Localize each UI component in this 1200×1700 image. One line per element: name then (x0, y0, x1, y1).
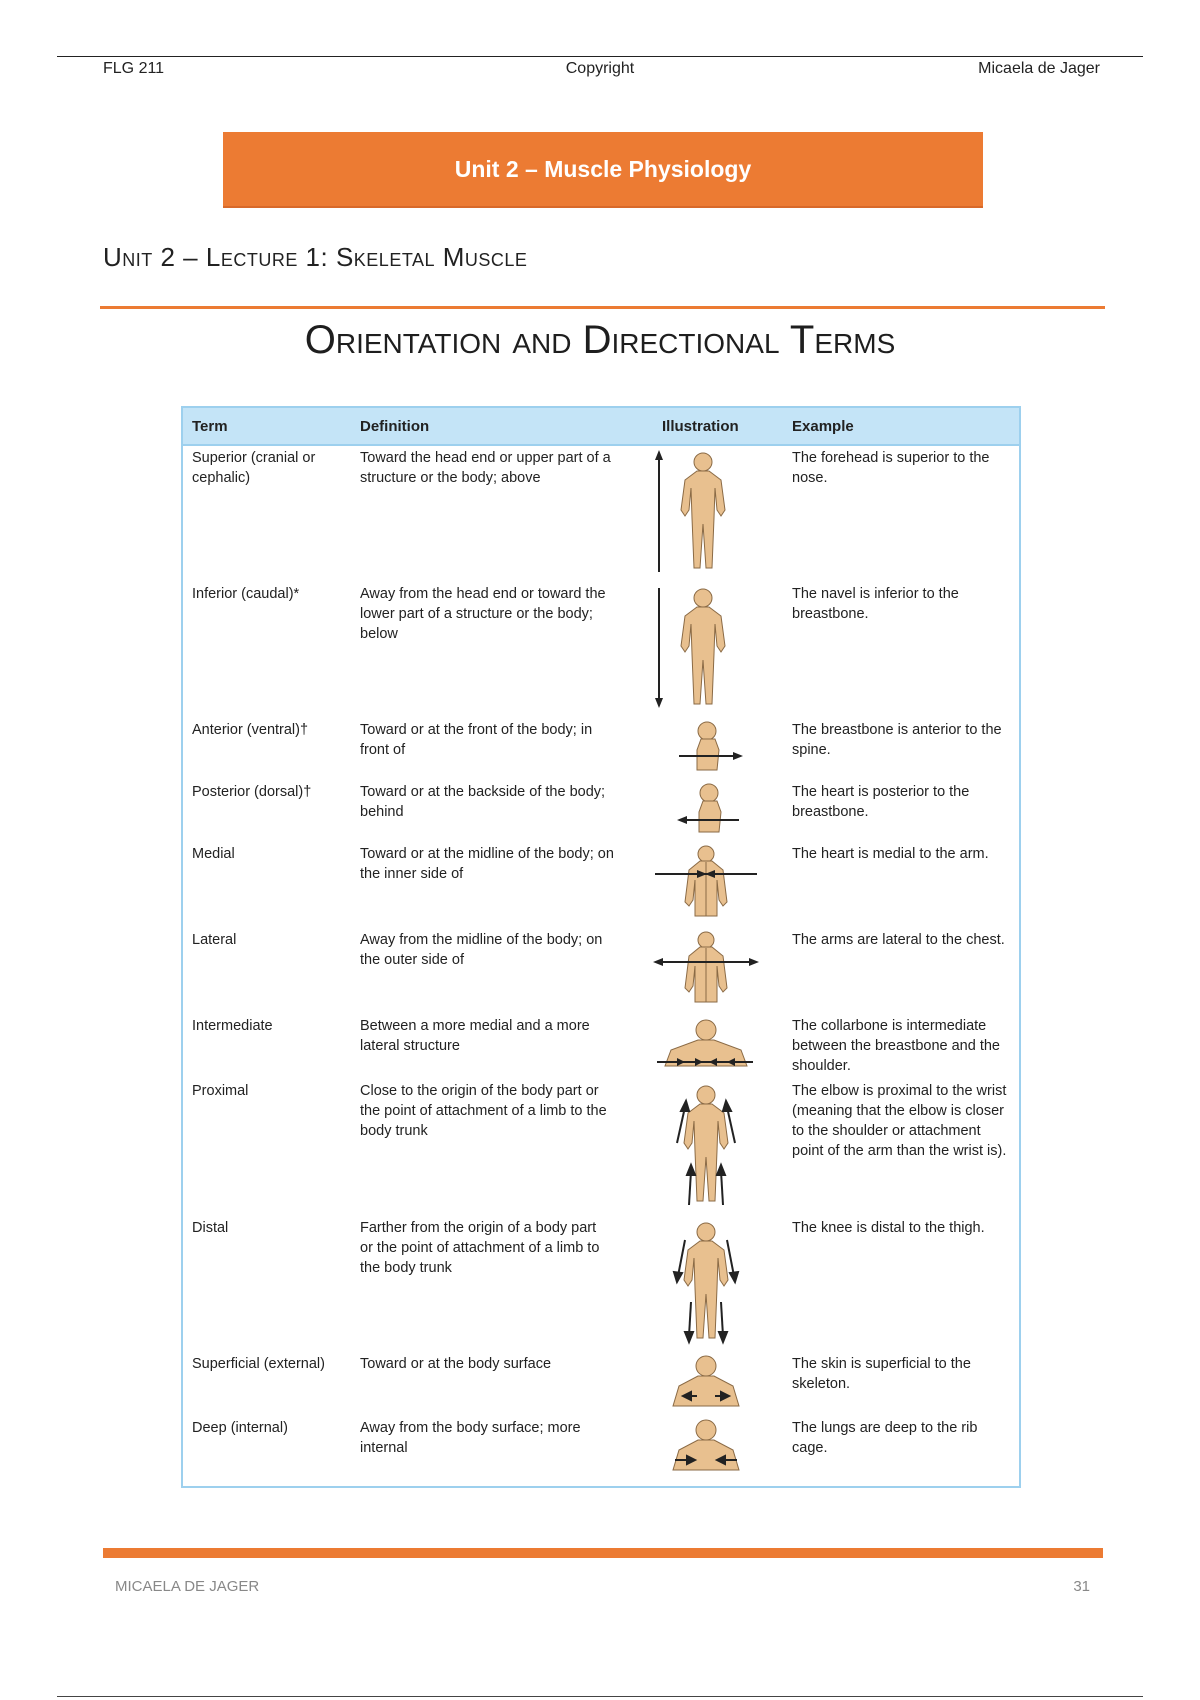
definition-cell: Toward or at the backside of the body; behind (360, 784, 606, 820)
definition-cell: Farther from the origin of a body part or the point of attachment of a limb to the body trunk (360, 1220, 600, 1276)
term-cell: Posterior (dorsal)† (192, 784, 312, 800)
lecture-title: Unit 2 – Lecture 1: Skeletal Muscle (103, 242, 528, 272)
term-cell: Anterior (ventral)† (192, 722, 309, 738)
unit-banner (223, 132, 983, 208)
example-cell: The elbow is proximal to the wrist (meaning that the elbow is closer to the shoulder or attachment point of the arm than the wrist is). (792, 1083, 1007, 1159)
medial-illustration-icon (651, 844, 761, 920)
header-author: Micaela de Jager (978, 60, 1100, 77)
column-header-example: Example (792, 418, 854, 435)
term-cell: Medial (192, 846, 235, 862)
example-cell: The heart is posterior to the breastbone. (792, 784, 970, 820)
example-cell: The navel is inferior to the breastbone. (792, 586, 959, 622)
definition-cell: Toward or at the front of the body; in front of (360, 722, 593, 758)
posterior-illustration-icon (661, 782, 761, 836)
example-cell: The lungs are deep to the rib cage. (792, 1420, 978, 1456)
header-course: FLG 211 (103, 60, 165, 77)
inferior-illustration-icon (651, 584, 771, 712)
definition-cell: Close to the origin of the body part or the point of attachment of a limb to the body trunk (360, 1083, 607, 1139)
superior-illustration-icon (651, 448, 771, 576)
definition-cell: Toward or at the body surface (360, 1356, 552, 1372)
example-cell: The forehead is superior to the nose. (792, 450, 990, 486)
term-cell: Proximal (192, 1083, 249, 1099)
definition-cell: Away from the midline of the body; on the outer side of (360, 932, 603, 968)
example-cell: The skin is superficial to the skeleton. (792, 1356, 971, 1392)
column-header-term: Term (192, 418, 228, 435)
section-rule (100, 306, 1105, 309)
deep-illustration-icon (661, 1418, 751, 1474)
term-cell: Inferior (caudal)* (192, 586, 300, 602)
term-cell: Lateral (192, 932, 237, 948)
header-center: Copyright (565, 60, 635, 77)
term-cell: Intermediate (192, 1018, 273, 1034)
proximal-illustration-icon (661, 1081, 751, 1209)
unit-banner-text: Unit 2 – Muscle Physiology (454, 155, 752, 182)
superficial-illustration-icon (661, 1354, 751, 1410)
term-cell: Superior (cranial or cephalic) (192, 450, 316, 486)
distal-illustration-icon (661, 1218, 751, 1346)
example-cell: The collarbone is intermediate between the breastbone and the shoulder. (792, 1018, 1000, 1074)
page-title: Orientation and Directional Terms (304, 318, 896, 362)
term-cell: Superficial (external) (192, 1356, 325, 1372)
intermediate-illustration-icon (651, 1016, 761, 1076)
example-cell: The breastbone is anterior to the spine. (792, 722, 1002, 758)
example-cell: The heart is medial to the arm. (792, 846, 989, 862)
definition-cell: Between a more medial and a more lateral structure (360, 1018, 590, 1054)
definition-cell: Away from the body surface; more internal (360, 1420, 581, 1456)
footer-author: MICAELA DE JAGER (115, 1578, 260, 1595)
column-header-illustration: Illustration (662, 418, 739, 435)
term-cell: Distal (192, 1220, 229, 1236)
example-cell: The knee is distal to the thigh. (792, 1220, 985, 1236)
header-rule (57, 56, 1143, 57)
table-header (183, 408, 1019, 446)
example-cell: The arms are lateral to the chest. (792, 932, 1005, 948)
bottom-rule (57, 1696, 1143, 1697)
definition-cell: Toward or at the midline of the body; on the inner side of (360, 846, 614, 882)
column-header-definition: Definition (360, 418, 430, 435)
directional-terms-table (181, 406, 1021, 1488)
term-cell: Deep (internal) (192, 1420, 288, 1436)
page-number: 31 (1073, 1578, 1090, 1595)
lateral-illustration-icon (651, 930, 761, 1006)
footer-bar (103, 1548, 1103, 1558)
anterior-illustration-icon (661, 720, 761, 774)
definition-cell: Away from the head end or toward the lower part of a structure or the body; below (360, 586, 606, 642)
definition-cell: Toward the head end or upper part of a structure or the body; above (360, 450, 611, 486)
